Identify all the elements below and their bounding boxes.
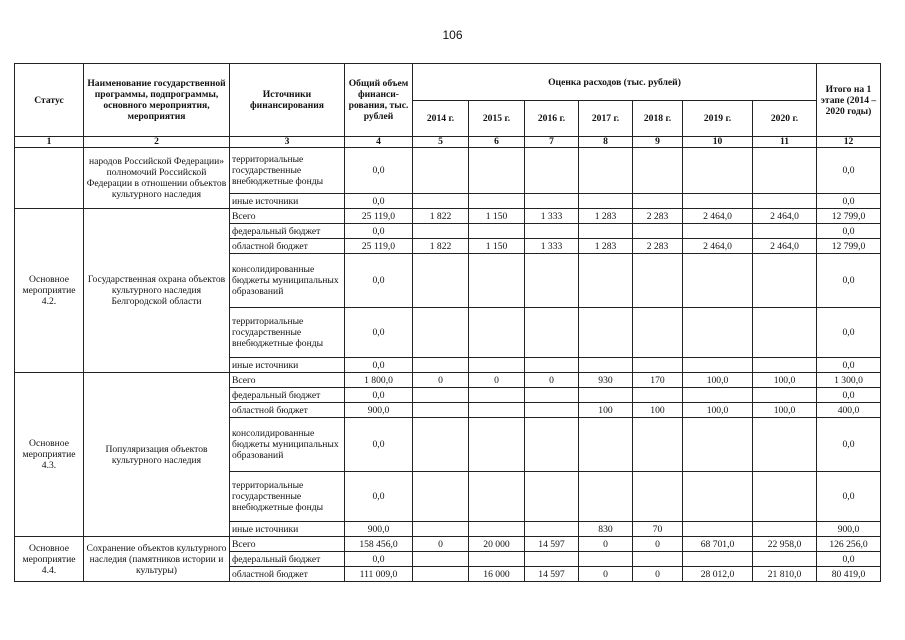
year-value-cell [633, 552, 683, 567]
year-value-cell [683, 308, 753, 358]
year-value-cell [413, 358, 469, 373]
year-value-cell [413, 254, 469, 308]
year-value-cell: 1 283 [579, 209, 633, 224]
year-value-cell: 0 [413, 373, 469, 388]
column-number: 3 [230, 137, 345, 148]
year-value-cell [525, 403, 579, 418]
year-value-cell [413, 388, 469, 403]
column-number: 11 [753, 137, 817, 148]
column-number: 7 [525, 137, 579, 148]
year-value-cell [683, 194, 753, 209]
year-value-cell [683, 418, 753, 472]
year-value-cell: 0 [633, 537, 683, 552]
year-value-cell [525, 522, 579, 537]
year-value-cell [753, 194, 817, 209]
header-total: Общий объем финанси-рования, тыс. рублей [345, 64, 413, 137]
year-value-cell [753, 224, 817, 239]
source-cell: областной бюджет [230, 239, 345, 254]
year-value-cell [683, 224, 753, 239]
header-year: 2018 г. [633, 101, 683, 137]
year-value-cell [525, 388, 579, 403]
budget-table [14, 63, 881, 582]
header-name: Наименование государственной программы, подпрограммы, основного мероприятия, мероприятия [84, 64, 230, 137]
stage-total-cell: 12 799,0 [817, 239, 881, 254]
year-value-cell [633, 358, 683, 373]
event-name-cell: Сохранение объектов культурного наследия (памятников истории и культуры) [84, 537, 230, 582]
year-value-cell [469, 388, 525, 403]
year-value-cell [525, 358, 579, 373]
source-cell: федеральный бюджет [230, 388, 345, 403]
year-value-cell [469, 148, 525, 194]
year-value-cell: 14 597 [525, 537, 579, 552]
stage-total-cell: 80 419,0 [817, 567, 881, 582]
year-value-cell [753, 472, 817, 522]
total-cell: 158 456,0 [345, 537, 413, 552]
year-value-cell [579, 194, 633, 209]
year-value-cell: 2 464,0 [753, 209, 817, 224]
stage-total-cell: 0,0 [817, 194, 881, 209]
source-cell: Всего [230, 373, 345, 388]
year-value-cell: 100,0 [683, 373, 753, 388]
source-cell: территориальные государственные внебюджетные фонды [230, 472, 345, 522]
year-value-cell: 100 [633, 403, 683, 418]
year-value-cell [753, 308, 817, 358]
year-value-cell [683, 388, 753, 403]
stage-total-cell: 12 799,0 [817, 209, 881, 224]
year-value-cell [413, 552, 469, 567]
stage-total-cell: 400,0 [817, 403, 881, 418]
source-cell: иные источники [230, 194, 345, 209]
year-value-cell: 1 333 [525, 239, 579, 254]
year-value-cell [753, 552, 817, 567]
column-number: 5 [413, 137, 469, 148]
year-value-cell [753, 388, 817, 403]
year-value-cell [469, 418, 525, 472]
source-cell: Всего [230, 209, 345, 224]
total-cell: 0,0 [345, 254, 413, 308]
year-value-cell: 2 464,0 [683, 209, 753, 224]
source-cell: иные источники [230, 522, 345, 537]
table-row [15, 209, 881, 224]
year-value-cell: 100,0 [753, 403, 817, 418]
header-estimate: Оценка расходов (тыс. рублей) [413, 64, 817, 101]
column-number: 4 [345, 137, 413, 148]
year-value-cell: 930 [579, 373, 633, 388]
column-number: 8 [579, 137, 633, 148]
header-year: 2019 г. [683, 101, 753, 137]
year-value-cell [525, 418, 579, 472]
year-value-cell [753, 418, 817, 472]
table-row [15, 148, 881, 194]
status-cell: Основное мероприятие 4.3. [15, 373, 84, 537]
event-name-cell: Государственная охрана объектов культурного наследия Белгородской области [84, 209, 230, 373]
year-value-cell [633, 194, 683, 209]
year-value-cell [633, 472, 683, 522]
year-value-cell: 1 150 [469, 209, 525, 224]
total-cell: 0,0 [345, 472, 413, 522]
header-year: 2020 г. [753, 101, 817, 137]
event-name-cell: Популяризация объектов культурного наследия [84, 373, 230, 537]
stage-total-cell: 0,0 [817, 224, 881, 239]
year-value-cell [469, 358, 525, 373]
year-value-cell: 100 [579, 403, 633, 418]
year-value-cell [469, 254, 525, 308]
year-value-cell: 1 150 [469, 239, 525, 254]
header-stage-total: Итого на 1 этапе (2014 – 2020 годы) [817, 64, 881, 137]
year-value-cell [683, 254, 753, 308]
total-cell: 25 119,0 [345, 239, 413, 254]
total-cell: 1 800,0 [345, 373, 413, 388]
year-value-cell [683, 358, 753, 373]
source-cell: территориальные государственные внебюджетные фонды [230, 308, 345, 358]
year-value-cell [525, 194, 579, 209]
year-value-cell [579, 418, 633, 472]
year-value-cell: 2 464,0 [683, 239, 753, 254]
year-value-cell [525, 472, 579, 522]
year-value-cell: 100,0 [683, 403, 753, 418]
header-year: 2016 г. [525, 101, 579, 137]
column-number: 1 [15, 137, 84, 148]
column-number: 2 [84, 137, 230, 148]
year-value-cell: 21 810,0 [753, 567, 817, 582]
year-value-cell [753, 254, 817, 308]
year-value-cell: 170 [633, 373, 683, 388]
year-value-cell: 100,0 [753, 373, 817, 388]
year-value-cell: 70 [633, 522, 683, 537]
year-value-cell [633, 418, 683, 472]
total-cell: 900,0 [345, 403, 413, 418]
year-value-cell [633, 388, 683, 403]
total-cell: 0,0 [345, 194, 413, 209]
stage-total-cell: 0,0 [817, 552, 881, 567]
year-value-cell: 2 283 [633, 209, 683, 224]
source-cell: областной бюджет [230, 567, 345, 582]
year-value-cell [413, 224, 469, 239]
year-value-cell: 0 [525, 373, 579, 388]
year-value-cell: 2 464,0 [753, 239, 817, 254]
year-value-cell: 0 [413, 537, 469, 552]
year-value-cell [633, 148, 683, 194]
year-value-cell [525, 254, 579, 308]
source-cell: территориальные государственные внебюджетные фонды [230, 148, 345, 194]
year-value-cell [469, 194, 525, 209]
year-value-cell [413, 567, 469, 582]
year-value-cell: 830 [579, 522, 633, 537]
year-value-cell [579, 388, 633, 403]
budget-table-body [15, 148, 881, 582]
stage-total-cell: 126 256,0 [817, 537, 881, 552]
year-value-cell [683, 552, 753, 567]
table-row [15, 537, 881, 552]
header-year: 2017 г. [579, 101, 633, 137]
year-value-cell: 2 283 [633, 239, 683, 254]
stage-total-cell: 0,0 [817, 358, 881, 373]
year-value-cell [633, 224, 683, 239]
source-cell: иные источники [230, 358, 345, 373]
table-row [15, 373, 881, 388]
total-cell: 0,0 [345, 388, 413, 403]
total-cell: 900,0 [345, 522, 413, 537]
column-number: 10 [683, 137, 753, 148]
stage-total-cell: 0,0 [817, 418, 881, 472]
year-value-cell [753, 358, 817, 373]
year-value-cell [525, 224, 579, 239]
year-value-cell [579, 254, 633, 308]
stage-total-cell: 1 300,0 [817, 373, 881, 388]
year-value-cell [683, 148, 753, 194]
total-cell: 0,0 [345, 224, 413, 239]
year-value-cell [413, 403, 469, 418]
year-value-cell: 1 333 [525, 209, 579, 224]
year-value-cell [579, 472, 633, 522]
year-value-cell [525, 148, 579, 194]
year-value-cell: 14 597 [525, 567, 579, 582]
year-value-cell [579, 358, 633, 373]
stage-total-cell: 0,0 [817, 472, 881, 522]
year-value-cell [753, 522, 817, 537]
stage-total-cell: 0,0 [817, 308, 881, 358]
year-value-cell [633, 254, 683, 308]
source-cell: областной бюджет [230, 403, 345, 418]
source-cell: Всего [230, 537, 345, 552]
event-name-cell: народов Российской Федерации» полномочий Российской Федерации в отношении объектов культурного наследия [84, 148, 230, 209]
year-value-cell [753, 148, 817, 194]
year-value-cell: 0 [633, 567, 683, 582]
source-cell: федеральный бюджет [230, 552, 345, 567]
year-value-cell [683, 472, 753, 522]
year-value-cell [413, 472, 469, 522]
year-value-cell [413, 418, 469, 472]
total-cell: 0,0 [345, 358, 413, 373]
source-cell: консолидированные бюджеты муниципальных образований [230, 418, 345, 472]
status-cell: Основное мероприятие 4.2. [15, 209, 84, 373]
status-cell [15, 148, 84, 209]
year-value-cell [579, 308, 633, 358]
page-number: 106 [442, 28, 463, 42]
year-value-cell: 68 701,0 [683, 537, 753, 552]
stage-total-cell: 0,0 [817, 388, 881, 403]
header-year: 2015 г. [469, 101, 525, 137]
year-value-cell [469, 522, 525, 537]
year-value-cell [633, 308, 683, 358]
year-value-cell: 1 283 [579, 239, 633, 254]
year-value-cell: 16 000 [469, 567, 525, 582]
year-value-cell [469, 224, 525, 239]
year-value-cell: 0 [469, 373, 525, 388]
year-value-cell [413, 148, 469, 194]
stage-total-cell: 0,0 [817, 148, 881, 194]
source-cell: федеральный бюджет [230, 224, 345, 239]
stage-total-cell: 900,0 [817, 522, 881, 537]
year-value-cell [469, 308, 525, 358]
status-cell: Основное мероприятие 4.4. [15, 537, 84, 582]
year-value-cell [469, 403, 525, 418]
year-value-cell: 1 822 [413, 239, 469, 254]
year-value-cell [469, 552, 525, 567]
year-value-cell [469, 472, 525, 522]
source-cell: консолидированные бюджеты муниципальных образований [230, 254, 345, 308]
year-value-cell [525, 308, 579, 358]
column-number: 9 [633, 137, 683, 148]
year-value-cell [525, 552, 579, 567]
year-value-cell: 0 [579, 567, 633, 582]
year-value-cell [413, 308, 469, 358]
total-cell: 0,0 [345, 308, 413, 358]
total-cell: 111 009,0 [345, 567, 413, 582]
year-value-cell: 0 [579, 537, 633, 552]
total-cell: 0,0 [345, 148, 413, 194]
year-value-cell: 28 012,0 [683, 567, 753, 582]
column-number: 6 [469, 137, 525, 148]
year-value-cell: 22 958,0 [753, 537, 817, 552]
year-value-cell [579, 148, 633, 194]
year-value-cell: 1 822 [413, 209, 469, 224]
header-status: Статус [15, 64, 84, 137]
header-year: 2014 г. [413, 101, 469, 137]
column-number: 12 [817, 137, 881, 148]
year-value-cell [579, 224, 633, 239]
year-value-cell [683, 522, 753, 537]
total-cell: 0,0 [345, 552, 413, 567]
year-value-cell [413, 522, 469, 537]
header-sources: Источники финансирования [230, 64, 345, 137]
total-cell: 0,0 [345, 418, 413, 472]
year-value-cell [579, 552, 633, 567]
total-cell: 25 119,0 [345, 209, 413, 224]
stage-total-cell: 0,0 [817, 254, 881, 308]
year-value-cell [413, 194, 469, 209]
year-value-cell: 20 000 [469, 537, 525, 552]
